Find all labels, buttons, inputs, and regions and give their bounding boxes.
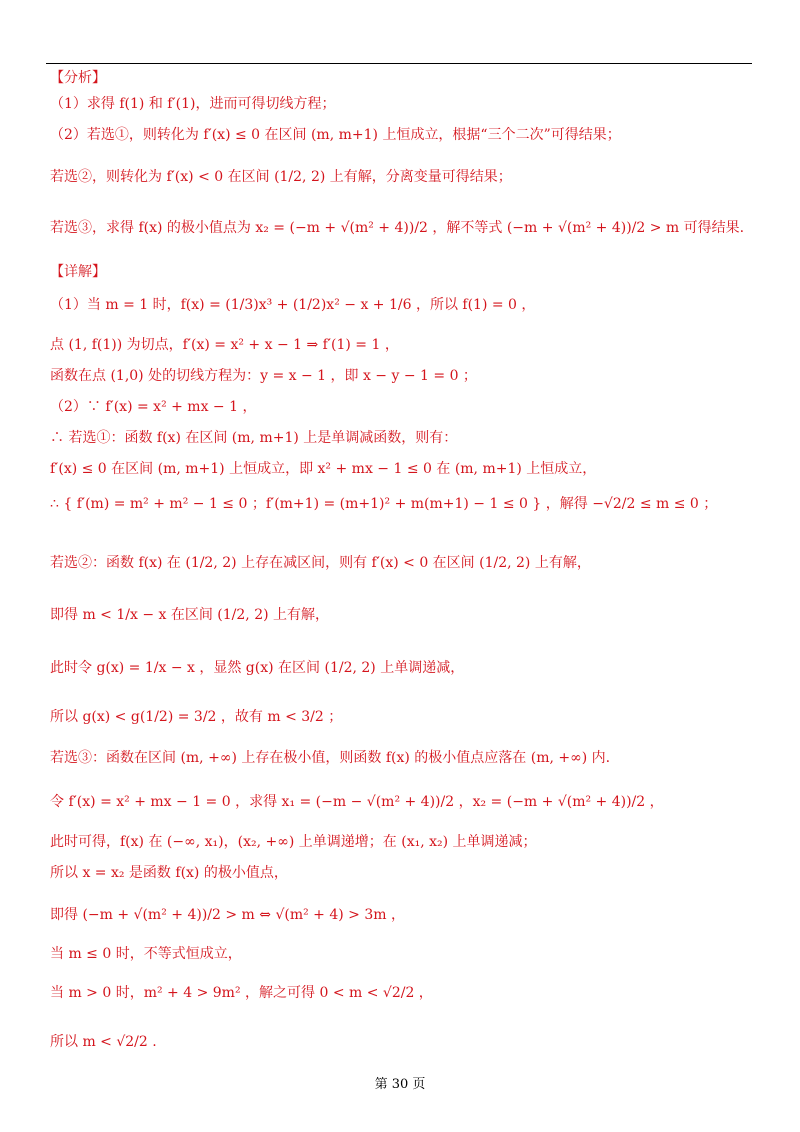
- text-line: 令 f′(x) = x² + mx − 1 = 0 ，求得 x₁ = (−m − √(m² + 4))/2 ，x₂ = (−m + √(m² + 4))/2 ，: [50, 794, 664, 810]
- top-rule: [46, 63, 752, 64]
- text-line: 所以 m < √2/2 .: [50, 1034, 157, 1050]
- text-line: 函数在点 (1,0) 处的切线方程为：y = x − 1 ，即 x − y − 1 = 0 ；: [50, 368, 477, 384]
- text-line: （1）当 m = 1 时，f(x) = (1/3)x³ + (1/2)x² − x + 1/6 ，所以 f(1) = 0 ，: [50, 297, 536, 313]
- text-line: 所以 g(x) < g(1/2) = 3/2 ，故有 m < 3/2 ；: [50, 709, 343, 725]
- text-line: 点 (1, f(1)) 为切点，f′(x) = x² + x − 1 ⇒ f′(1) = 1 ，: [50, 337, 399, 353]
- text-line: （1）求得 f(1) 和 f′(1)，进而可得切线方程；: [50, 96, 336, 112]
- text-line: 【详解】: [50, 264, 106, 280]
- page-number: 第 30 页: [374, 1077, 426, 1092]
- text-line: 此时可得，f(x) 在 (−∞, x₁)，(x₂, +∞) 上单调递增；在 (x₁, x₂) 上单调递减；: [50, 834, 537, 850]
- text-line: 若选③：函数在区间 (m, +∞) 上存在极小值，则函数 f(x) 的极小值点应落在 (m, +∞) 内.: [50, 750, 611, 766]
- text-line: 若选②，则转化为 f′(x) < 0 在区间 (1/2, 2) 上有解，分离变量可得结果；: [50, 169, 512, 185]
- text-line: 当 m ≤ 0 时，不等式恒成立，: [50, 946, 242, 962]
- text-line: f′(x) ≤ 0 在区间 (m, m+1) 上恒成立，即 x² + mx − 1 ≤ 0 在 (m, m+1) 上恒成立，: [50, 461, 597, 477]
- text-line: 若选②：函数 f(x) 在 (1/2, 2) 上存在减区间，则有 f′(x) < 0 在区间 (1/2, 2) 上有解，: [50, 555, 591, 571]
- text-line: 即得 m < 1/x − x 在区间 (1/2, 2) 上有解，: [50, 607, 330, 623]
- text-line: ∴ 若选①：函数 f(x) 在区间 (m, m+1) 上是单调减函数，则有：: [50, 430, 458, 446]
- text-line: （2）若选①，则转化为 f′(x) ≤ 0 在区间 (m, m+1) 上恒成立，根据“三个二次”可得结果；: [50, 127, 621, 143]
- text-line: 此时令 g(x) = 1/x − x ，显然 g(x) 在区间 (1/2, 2) 上单调递减，: [50, 660, 465, 676]
- text-line: 所以 x = x₂ 是函数 f(x) 的极小值点，: [50, 865, 288, 881]
- text-line: 若选③，求得 f(x) 的极小值点为 x₂ = (−m + √(m² + 4))/2 ，解不等式 (−m + √(m² + 4))/2 > m 可得结果.: [50, 220, 745, 236]
- text-line: 当 m > 0 时，m² + 4 > 9m² ，解之可得 0 < m < √2/2 ，: [50, 985, 433, 1001]
- text-line: （2）∵ f′(x) = x² + mx − 1 ，: [50, 399, 257, 415]
- text-line: 即得 (−m + √(m² + 4))/2 > m ⇔ √(m² + 4) > 3m ，: [50, 907, 405, 923]
- text-line: 【分析】: [50, 70, 106, 86]
- text-line: ∴ { f′(m) = m² + m² − 1 ≤ 0 ；f′(m+1) = (m+1)² + m(m+1) − 1 ≤ 0 } ，解得 −√2/2 ≤ m ≤ 0 ；: [50, 496, 718, 512]
